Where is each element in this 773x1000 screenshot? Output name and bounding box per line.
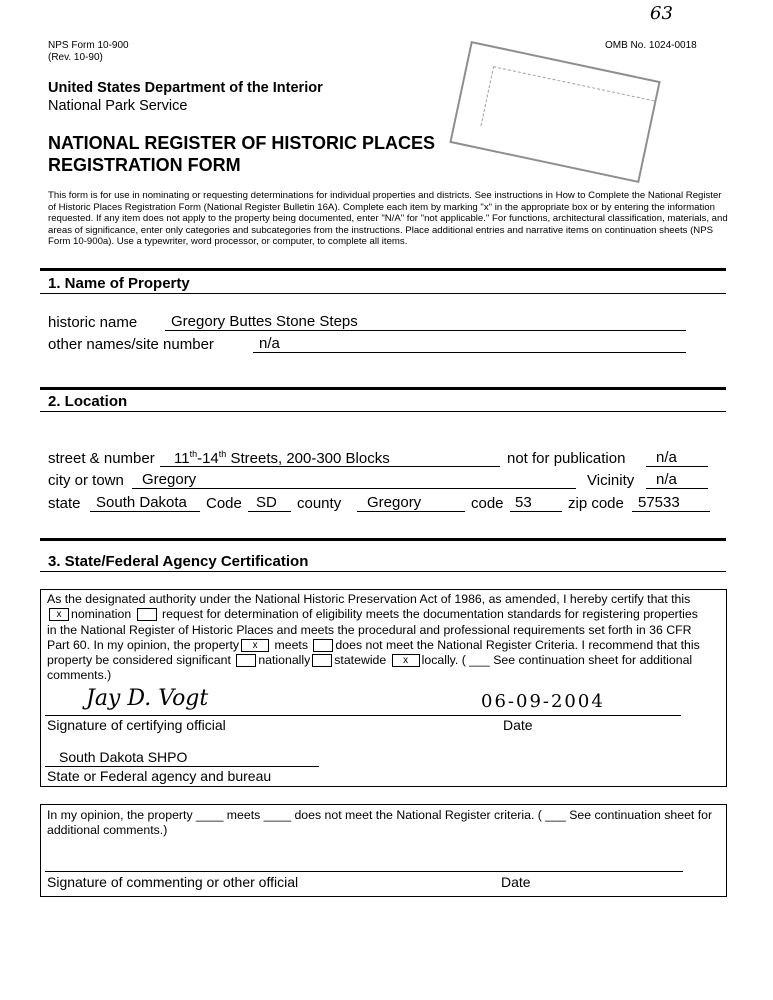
cert-line4 bbox=[47, 638, 700, 653]
cert-text: As the designated authority under the National Historic Preservation Act of 1986, as amended, I hereby certify that this bbox=[47, 592, 691, 606]
opinion-text: additional comments.) bbox=[47, 823, 168, 837]
cert-text: Part 60. In my opinion, the property bbox=[47, 638, 240, 652]
locally-checkbox[interactable]: x bbox=[392, 654, 420, 667]
omb-number: OMB No. 1024-0018 bbox=[605, 40, 697, 51]
date-label: Date bbox=[503, 717, 533, 733]
commenting-date-label: Date bbox=[501, 874, 531, 890]
state-field[interactable]: South Dakota bbox=[90, 494, 200, 512]
zip-label: zip code bbox=[568, 495, 624, 512]
cert-line2 bbox=[47, 607, 698, 622]
cert-text: does not meet the National Register Criteria. I recommend that this bbox=[335, 638, 700, 652]
street-text: Streets, 200-300 Blocks bbox=[226, 450, 390, 467]
cert-text: in the National Register of Historic Places and meets the procedural and professional requirements set forth in 36 CFR bbox=[47, 623, 692, 637]
agency-label: State or Federal agency and bureau bbox=[47, 768, 272, 784]
form-title-line2: REGISTRATION FORM bbox=[48, 155, 241, 175]
handwritten-page-number: 63 bbox=[650, 3, 673, 24]
street-text: 11 bbox=[174, 450, 190, 467]
divider bbox=[40, 538, 726, 541]
signature-handwritten: Jay D. Vogt bbox=[86, 686, 209, 711]
determination-checkbox[interactable] bbox=[137, 608, 157, 621]
city-label: city or town bbox=[48, 472, 124, 489]
nfp-label: not for publication bbox=[507, 450, 626, 467]
divider bbox=[40, 571, 726, 572]
form-title-line1: NATIONAL REGISTER OF HISTORIC PLACES bbox=[48, 133, 436, 153]
street-text: -14 bbox=[197, 450, 219, 467]
county-code-label: code bbox=[471, 495, 504, 512]
street-sup: th bbox=[218, 449, 227, 459]
street-field[interactable] bbox=[160, 449, 500, 467]
statewide-checkbox[interactable] bbox=[312, 654, 332, 667]
received-stamp bbox=[449, 41, 660, 183]
opinion-text: In my opinion, the property ____ meets ____ does not meet the National Register criteria. ( ___ See continuation sheet for bbox=[47, 808, 713, 822]
instructions: This form is for use in nominating or requesting determinations for individual properties and districts. See instructions in How to Complete the National Register of Historic Places Registration Form (National Register Bulletin 16A). Complete each item by marking "x" in the appropriate box or by entering the information requested. If any item does not apply to the property being documented, enter "N/A" for "not applicable." For functions, architectural classification, materials, and areas of significance, enter only categories and subcategories from the instructions. Place additional entries and narrative items on continuation sheets (NPS Form 10-900a). Use a typewriter, word processor, or computer, to complete all items. bbox=[48, 190, 728, 247]
divider bbox=[40, 293, 726, 294]
agency-field[interactable]: South Dakota SHPO bbox=[45, 749, 319, 767]
state-label: state bbox=[48, 495, 81, 512]
section3-heading: 3. State/Federal Agency Certification bbox=[48, 553, 309, 570]
cert-text: nationally bbox=[258, 653, 311, 667]
cert-text: nomination bbox=[71, 607, 132, 621]
form-revision: (Rev. 10-90) bbox=[48, 52, 103, 63]
certification-box bbox=[40, 589, 727, 787]
street-sup: th bbox=[189, 449, 198, 459]
city-field[interactable]: Gregory bbox=[132, 471, 576, 489]
department-name: United States Department of the Interior bbox=[48, 80, 323, 96]
nfp-field[interactable]: n/a bbox=[646, 449, 708, 467]
county-code-field[interactable]: 53 bbox=[510, 494, 562, 512]
commenting-signature-label: Signature of commenting or other official bbox=[47, 874, 299, 890]
cert-text: comments.) bbox=[47, 668, 112, 682]
meets-checkbox[interactable]: x bbox=[241, 639, 269, 652]
section2-heading: 2. Location bbox=[48, 393, 128, 410]
divider bbox=[40, 411, 726, 412]
cert-text: meets bbox=[274, 638, 308, 652]
signature-label: Signature of certifying official bbox=[47, 717, 226, 733]
zip-field[interactable]: 57533 bbox=[632, 494, 710, 512]
divider bbox=[40, 387, 726, 390]
vicinity-label: Vicinity bbox=[587, 472, 635, 489]
state-code-label: Code bbox=[206, 495, 242, 512]
date-handwritten: 06-09-2004 bbox=[481, 691, 605, 712]
cert-text: property be considered significant bbox=[47, 653, 231, 667]
does-not-meet-checkbox[interactable] bbox=[313, 639, 333, 652]
cert-text: locally. ( ___ See continuation sheet for additional bbox=[421, 653, 693, 667]
section1-heading: 1. Name of Property bbox=[48, 275, 190, 292]
signature-line bbox=[45, 715, 681, 716]
form-number: NPS Form 10-900 bbox=[48, 40, 129, 51]
state-code-field[interactable]: SD bbox=[248, 494, 291, 512]
nationally-checkbox[interactable] bbox=[236, 654, 256, 667]
street-label: street & number bbox=[48, 450, 155, 467]
historic-name-label: historic name bbox=[48, 314, 138, 331]
service-name: National Park Service bbox=[48, 98, 188, 114]
divider bbox=[40, 268, 726, 271]
comment-box bbox=[40, 804, 727, 897]
cert-text: request for determination of eligibility meets the documentation standards for registering properties bbox=[162, 607, 698, 621]
signature-line bbox=[45, 871, 683, 872]
other-names-field[interactable]: n/a bbox=[253, 335, 686, 353]
other-names-label: other names/site number bbox=[48, 336, 214, 353]
historic-name-field[interactable]: Gregory Buttes Stone Steps bbox=[165, 313, 686, 331]
county-label: county bbox=[297, 495, 342, 512]
vicinity-field[interactable]: n/a bbox=[646, 471, 708, 489]
nomination-checkbox[interactable]: x bbox=[49, 608, 69, 621]
cert-text: statewide bbox=[334, 653, 387, 667]
county-field[interactable]: Gregory bbox=[357, 494, 465, 512]
cert-line5 bbox=[47, 653, 692, 668]
